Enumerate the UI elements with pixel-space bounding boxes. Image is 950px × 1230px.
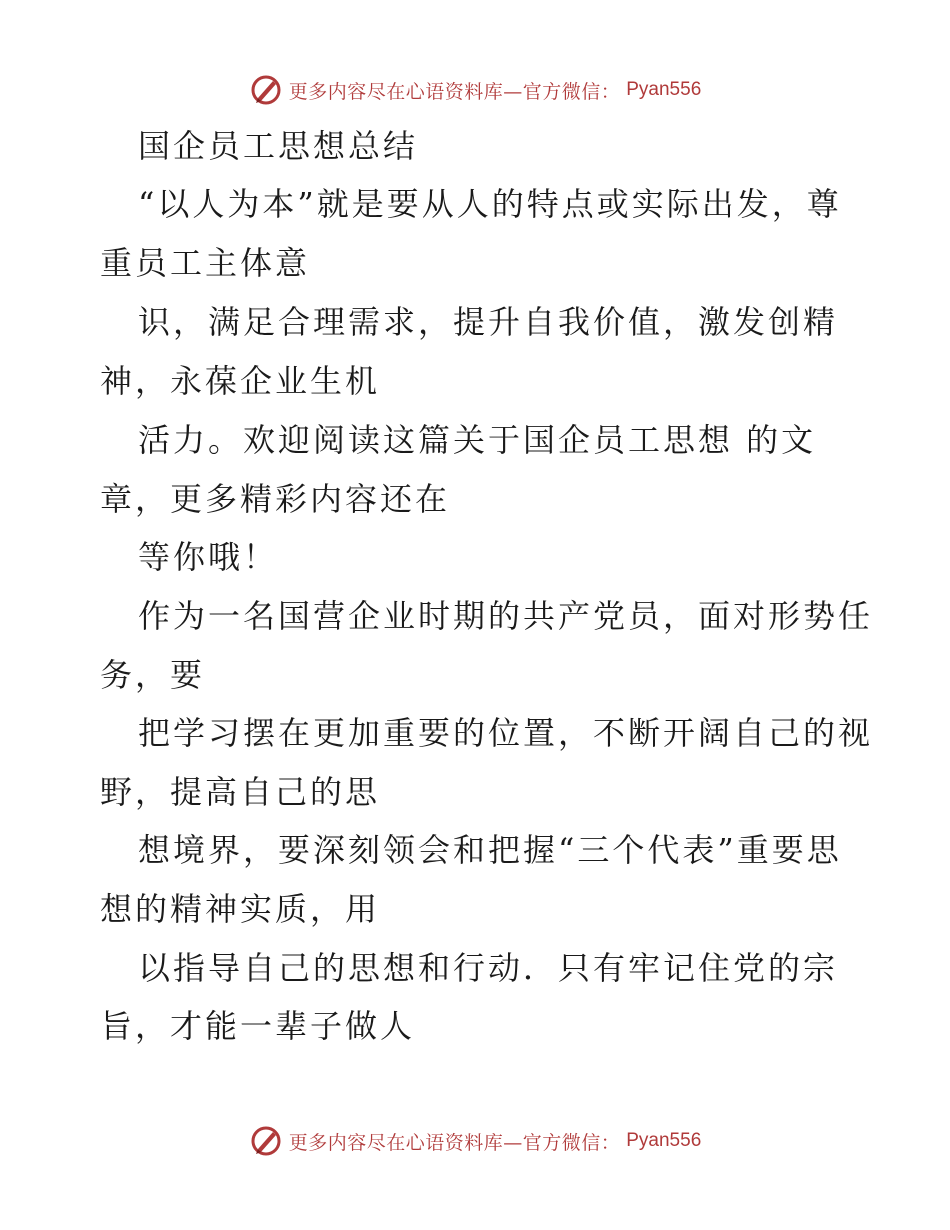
paragraph-line: 活力。欢迎阅读这篇关于国企员工思想 的文 [138,421,817,459]
paragraph-line: 以指导自己的思想和行动．只有牢记住党的宗 [138,949,839,987]
header-watermark [0,70,950,110]
paragraph-line: 把学习摆在更加重要的位置，不断开阔自己的视 [138,714,874,752]
paragraph-line: 想境界，要深刻领会和把握“三个代表”重要思 [138,831,842,869]
watermark-wechat-id: Pyan556 [626,79,702,100]
paragraph-line: 旨，才能一辈子做人 [100,1007,416,1045]
paragraph-line: 识，满足合理需求，提升自我价值，激发创精 [138,303,839,341]
pen-logo-icon [249,73,283,107]
paragraph-line: 务，要 [100,656,206,694]
document-title: 国企员工思想总结 [138,127,419,165]
watermark-text: 更多内容尽在心语资料库—官方微信： [288,80,621,103]
paragraph-line: 作为一名国营企业时期的共产党员，面对形势任 [138,597,874,635]
paragraph-line: 想的精神实质，用 [100,890,381,928]
paragraph-line: “以人为本”就是要从人的特点或实际出发，尊 [138,185,842,223]
pen-logo-icon [249,1124,283,1158]
paragraph-line: 重员工主体意 [100,244,311,282]
footer-watermark [0,1121,950,1161]
watermark-text: 更多内容尽在心语资料库—官方微信： [288,1131,621,1154]
watermark-wechat-id: Pyan556 [626,1130,702,1151]
paragraph-line: 野，提高自己的思 [100,773,381,811]
paragraph-line: 章，更多精彩内容还在 [100,480,451,518]
paragraph-line: 神，永葆企业生机 [100,362,381,400]
paragraph-line: 等你哦！ [138,538,279,576]
